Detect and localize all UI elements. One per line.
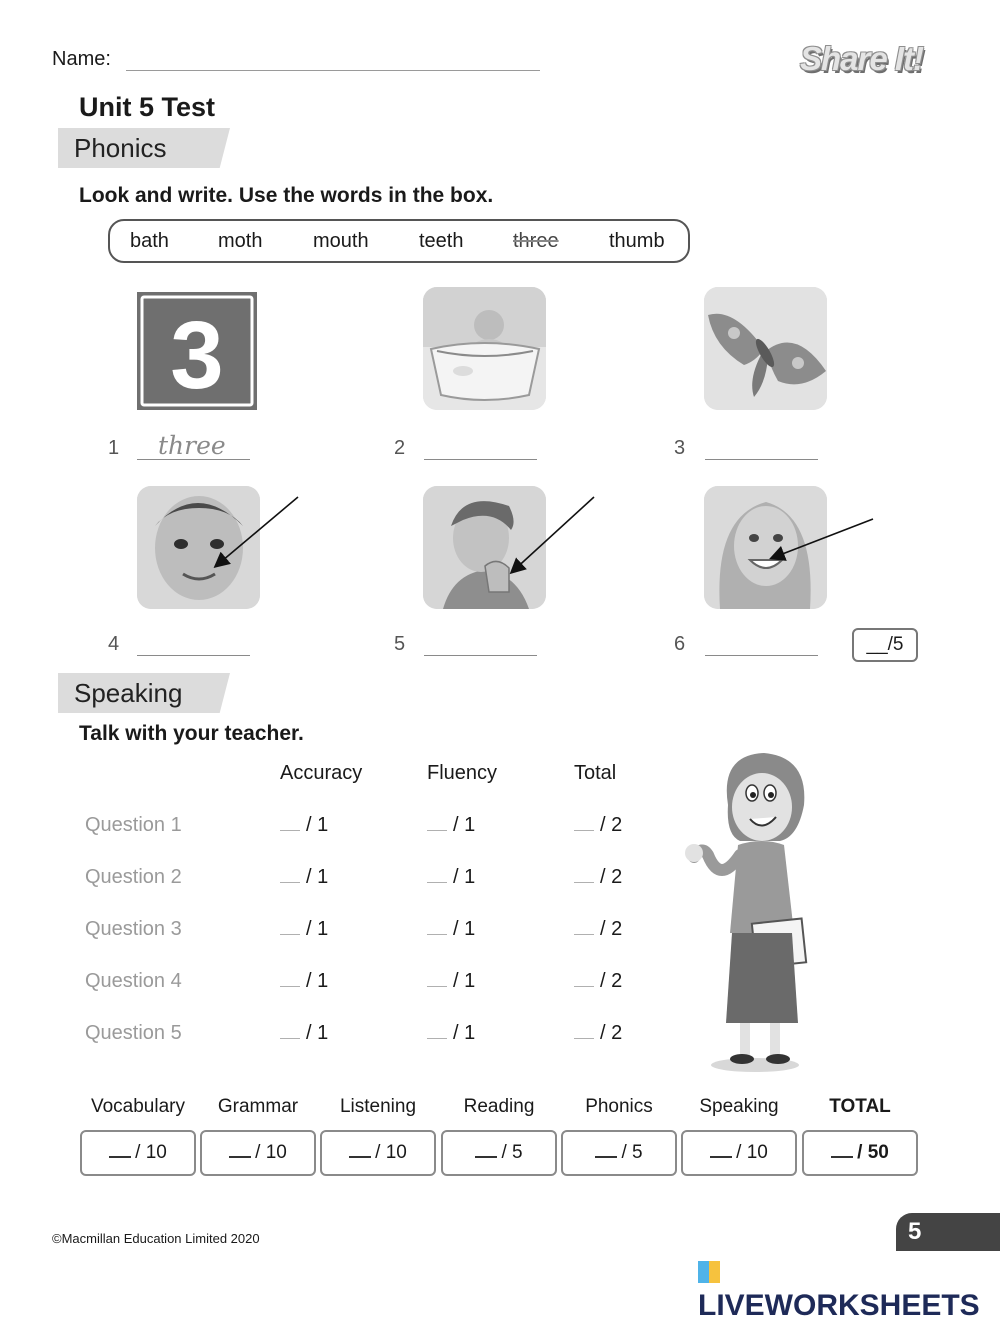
fluency-score[interactable]: / 1 [427,1022,475,1045]
score-box-vocabulary[interactable]: / 10 [80,1130,196,1176]
word-box-item: mouth [313,230,369,252]
category-label-listening: Listening [339,1096,417,1117]
total-score[interactable]: / 2 [574,970,622,993]
accuracy-score[interactable]: / 1 [280,970,328,993]
fluency-score[interactable]: / 1 [427,814,475,837]
liveworksheets-logo-icon [698,1261,720,1283]
column-header-total: Total [574,762,617,784]
item-number: 4 [108,633,120,655]
column-header-accuracy: Accuracy [280,762,363,784]
score-box-total[interactable]: / 50 [802,1130,918,1176]
item-number: 5 [394,633,406,655]
arrow-to-teeth [772,519,873,558]
sign-digit: 3 [170,302,224,409]
answer-1-text: three [158,431,226,460]
accuracy-score[interactable]: / 1 [280,814,328,837]
teacher-illustration [680,745,830,1075]
answer-field-6[interactable] [705,655,818,656]
answer-field-4[interactable] [137,655,250,656]
total-score[interactable]: / 2 [574,1022,622,1045]
question-label: Question 3 [85,918,182,940]
word-box-item: bath [130,230,169,252]
accuracy-score[interactable]: / 1 [280,918,328,941]
column-header-fluency: Fluency [427,762,498,784]
copyright-notice: ©Macmillan Education Limited 2020 [52,1231,260,1246]
category-label-total: TOTAL [829,1096,891,1117]
share-it-logo: Share It! [800,40,924,77]
score-box-listening[interactable]: / 10 [320,1130,436,1176]
word-box-item-crossed: three [513,230,559,252]
question-label: Question 4 [85,970,182,992]
score-box-grammar[interactable]: / 10 [200,1130,316,1176]
fluency-score[interactable]: / 1 [427,866,475,889]
total-score[interactable]: / 2 [574,918,622,941]
word-box-item: thumb [609,230,665,252]
phonics-score-box: __/5 [852,628,918,662]
fluency-score[interactable]: / 1 [427,918,475,941]
word-box-item: moth [218,230,263,252]
score-box-speaking[interactable]: / 10 [681,1130,797,1176]
category-label-grammar: Grammar [217,1096,299,1117]
answer-field-3[interactable] [705,459,818,460]
item-number: 1 [108,437,120,459]
name-label: Name: [52,48,111,70]
arrow-to-mouth [216,497,298,566]
page-number: 5 [896,1213,1000,1251]
answer-field-5[interactable] [424,655,537,656]
category-label-phonics: Phonics [585,1096,653,1117]
phonics-instruction: Look and write. Use the words in the box. [79,184,494,207]
arrow-to-thumb [512,497,594,572]
speaking-instruction: Talk with your teacher. [79,722,304,745]
question-label: Question 5 [85,1022,182,1044]
item-number: 6 [674,633,686,655]
category-label-reading: Reading [463,1096,535,1117]
score-box-phonics[interactable]: / 5 [561,1130,677,1176]
liveworksheets-brand [698,1255,1000,1323]
speaking-section-label: Speaking [74,678,183,708]
accuracy-score[interactable]: / 1 [280,866,328,889]
fluency-score[interactable]: / 1 [427,970,475,993]
brand-text: LIVEWORKSHEETS [698,1289,980,1322]
score-box-reading[interactable]: / 5 [441,1130,557,1176]
question-label: Question 1 [85,814,182,836]
category-label-vocabulary: Vocabulary [90,1096,185,1117]
category-label-speaking: Speaking [699,1096,779,1117]
total-score[interactable]: / 2 [574,814,622,837]
answer-field-2[interactable] [424,459,537,460]
word-box-item: teeth [419,230,464,252]
total-score[interactable]: / 2 [574,866,622,889]
item-number: 3 [674,437,686,459]
item-number: 2 [394,437,406,459]
page-title: Unit 5 Test [79,92,216,122]
phonics-section-label: Phonics [74,133,167,163]
accuracy-score[interactable]: / 1 [280,1022,328,1045]
question-label: Question 2 [85,866,182,888]
